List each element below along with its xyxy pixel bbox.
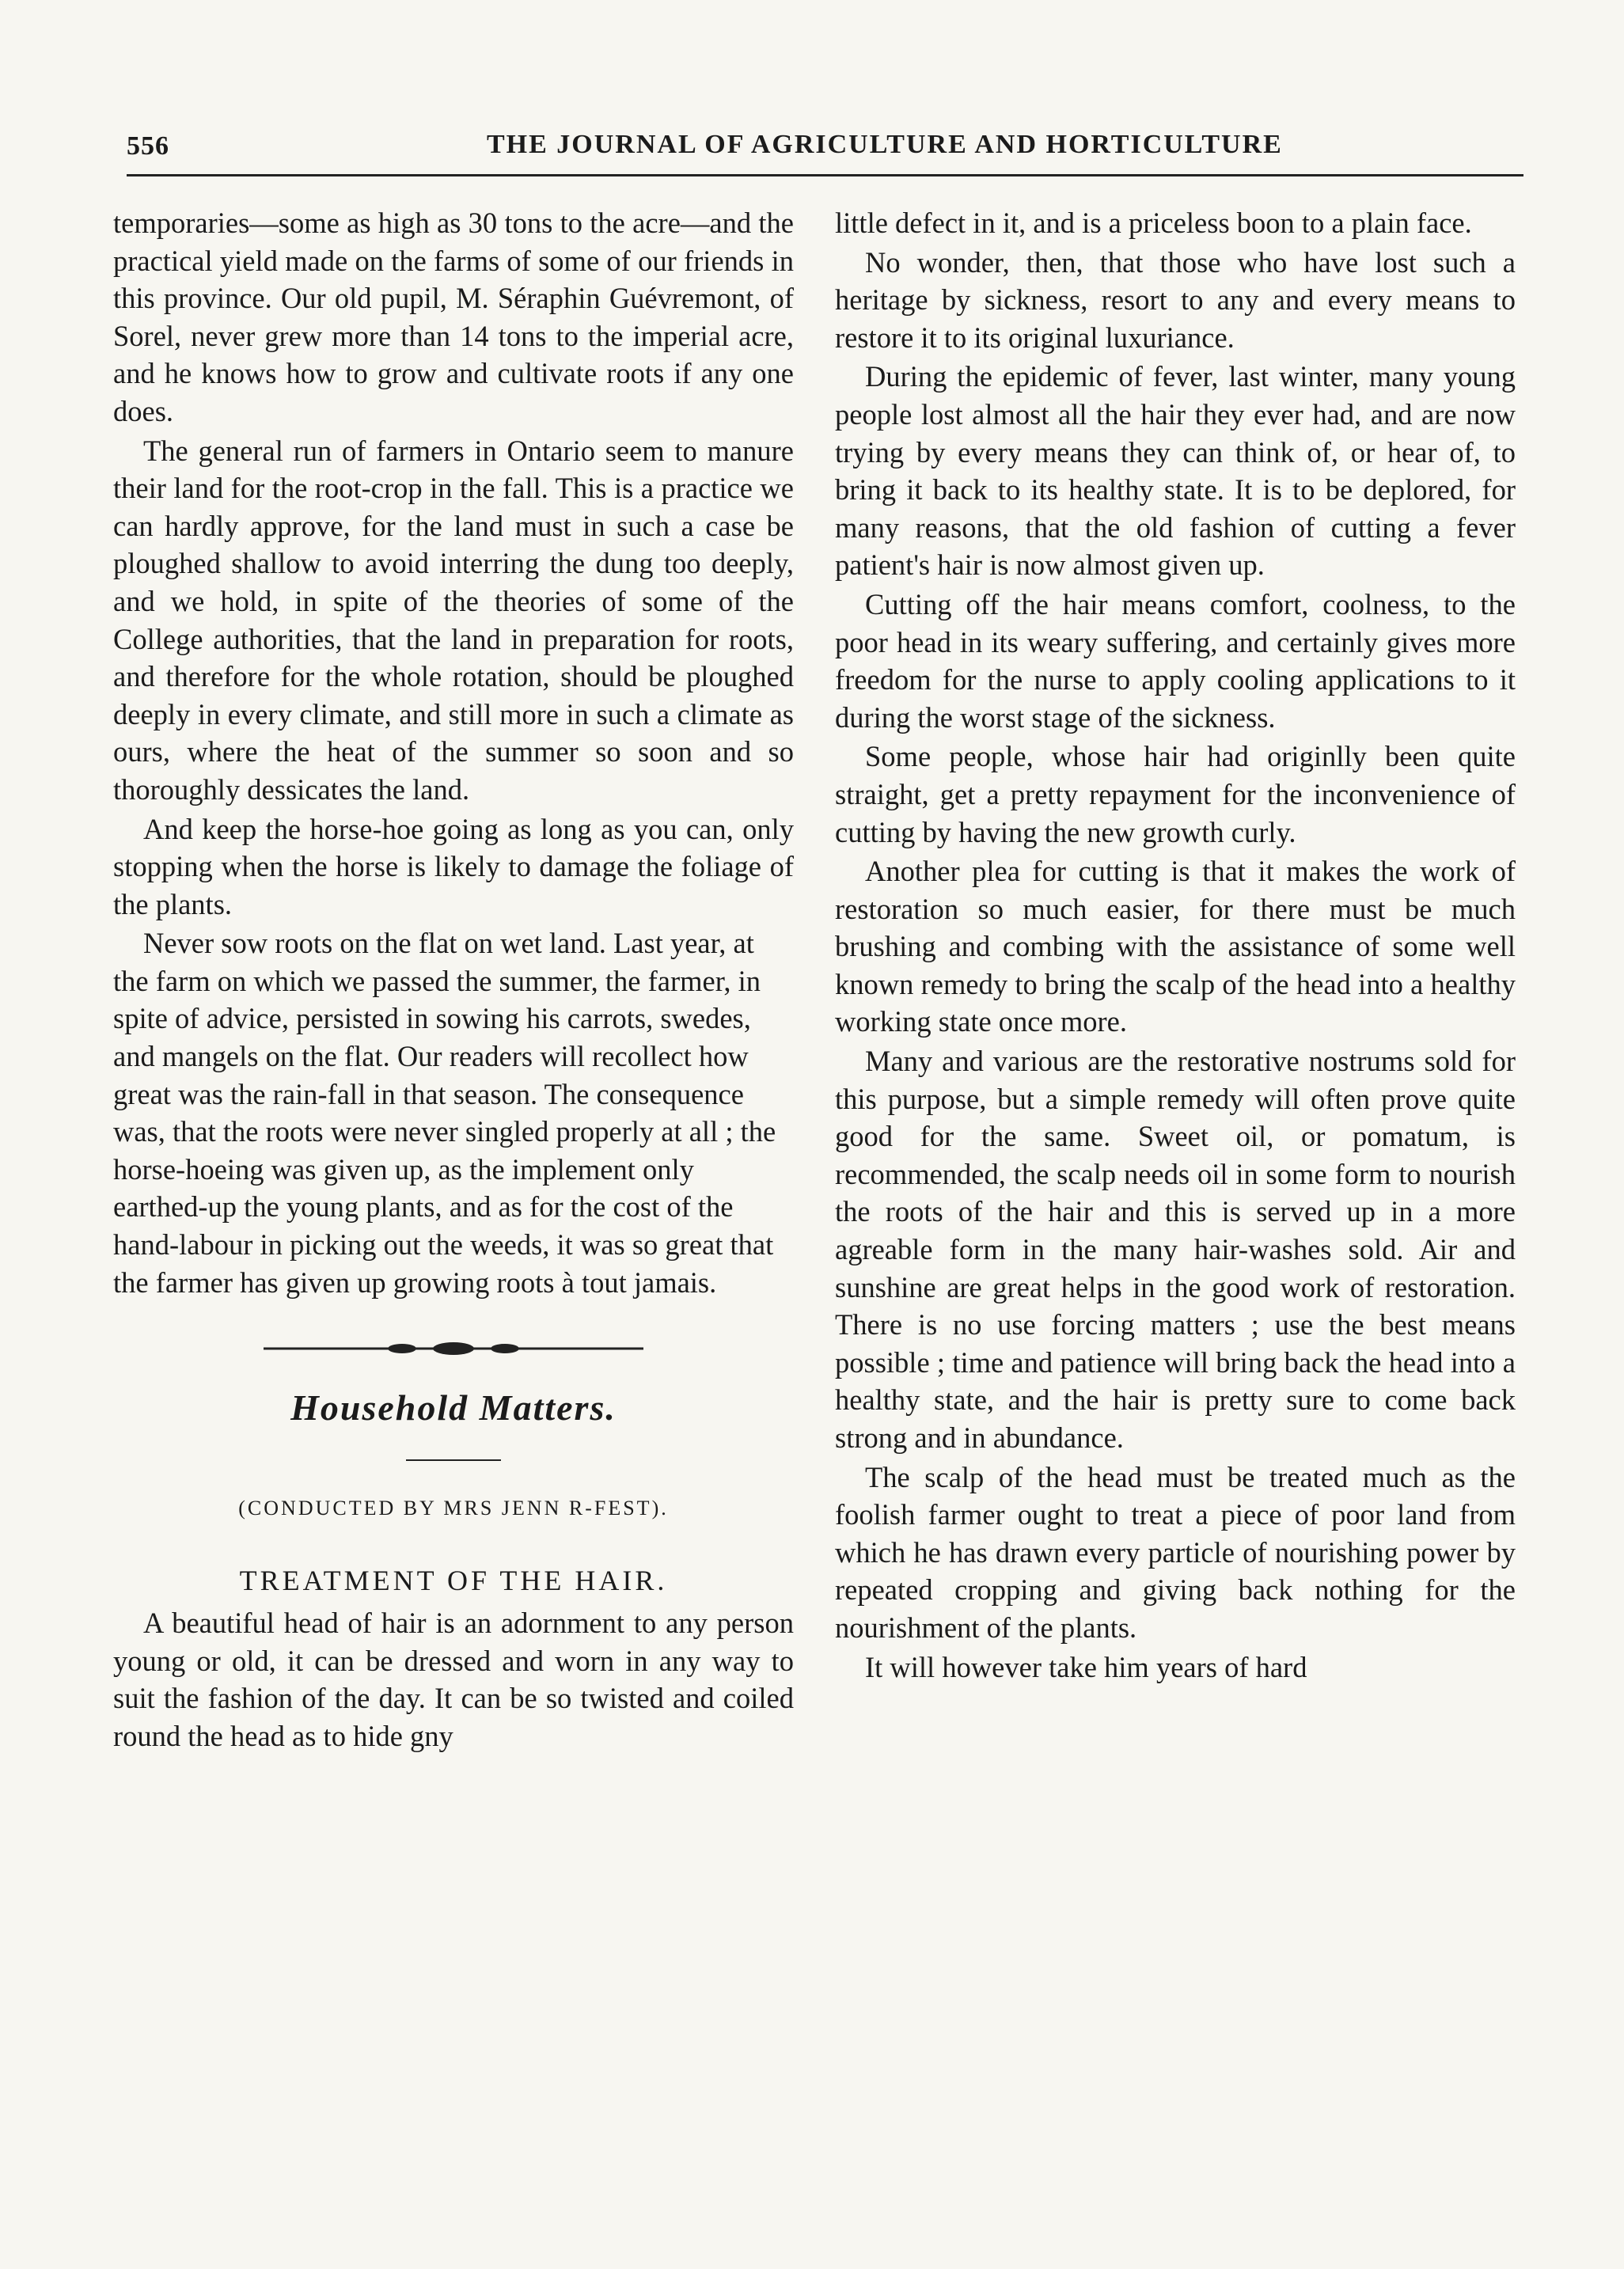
body-paragraph: A beautiful head of hair is an adornment to any person young or old, it can be dressed and worn in any way to suit the fashion of the day. It can be so twisted and coiled round the head as to hide gny bbox=[113, 1607, 794, 1752]
section-title: Household Matters. bbox=[290, 1387, 617, 1429]
body-paragraph: Never sow roots on the flat on wet land. Last year, at the farm on which we passed the summer, the farmer, in spite of advice, persisted in sowing his carrots, swedes, and mangels on the flat. Our readers will recollect how great was the rain-fall in that season. The consequence was, that the roots were never singled properly at all ; the horse-hoeing was given up, as the implement only earthed-up the young plants, and as for the cost of the hand-labour in picking out the weeds, it was so great that the farmer has given up growing roots à tout jamais. bbox=[113, 927, 776, 1299]
body-paragraph: And keep the horse-hoe going as long as you can, only stopping when the horse is likely to damage the foliage of the plants. bbox=[113, 812, 794, 920]
page-number: 556 bbox=[127, 131, 169, 161]
body-paragraph: No wonder, then, that those who have lost such a heritage by sickness, resort to any and every means to restore it to its original luxuriance. bbox=[835, 245, 1516, 354]
ornamental-divider bbox=[113, 1333, 794, 1364]
body-paragraph: Some people, whose hair had originlly been quite straight, get a pretty repayment for the inconvenience of cutting by having the new growth curly. bbox=[835, 740, 1516, 848]
title-rule bbox=[406, 1459, 501, 1461]
body-paragraph: It will however take him years of hard bbox=[865, 1650, 1307, 1683]
article-title: TREATMENT OF THE HAIR. bbox=[239, 1565, 668, 1597]
body-paragraph: Another plea for cutting is that it makes the work of restoration so much easier, for there must be much brushing and combing with the assistance of some well known remedy to bring the scalp of the head into a healthy working state once more. bbox=[835, 855, 1516, 1038]
body-paragraph: Cutting off the hair means comfort, coolness, to the poor head in its weary suffering, and certainly gives more freedom for the nurse to apply cooling applications to it during the worst stage of the sickness. bbox=[835, 587, 1516, 734]
section-byline: (CONDUCTED BY MRS JENN R-FEST). bbox=[238, 1497, 669, 1520]
body-paragraph: little defect in it, and is a priceless boon to a plain face. bbox=[835, 207, 1472, 239]
body-paragraph: The general run of farmers in Ontario seem to manure their land for the root-crop in the fall. This is a practice we can hardly approve, for the land must in such a case be ploughed shallow to avoid interring the dung too deeply, and we hold, in spite of the theories of some of the College authorities, that the land in preparation for roots, and therefore for the whole rotation, should be ploughed deeply in every climate, and still more in such a climate as ours, where the heat of the summer so soon and so thoroughly dessicates the land. bbox=[113, 434, 794, 806]
body-paragraph: During the epidemic of fever, last winter, many young people lost almost all the hair they ever had, and are now trying by every means they can think of, or hear of, to bring it back to its healthy state. It is to be deplored, for many reasons, that the old fashion of cutting a fever patient's hair is now almost given up. bbox=[835, 360, 1516, 582]
page-header bbox=[127, 127, 1523, 176]
left-column bbox=[113, 204, 794, 1757]
body-paragraph: The scalp of the head must be treated much as the foolish farmer ought to treat a piece of poor land from which he has drawn every particle of nourishing power by repeated cropping and giving back nothing for the nourishment of the plants. bbox=[835, 1460, 1516, 1644]
right-column bbox=[835, 204, 1516, 1687]
body-paragraph: Many and various are the restorative nostrums sold for this purpose, but a simple remedy will often prove quite good for the same. Sweet oil, or pomatum, is recommended, the scalp needs oil in some form to nourish the roots of the hair and this is served up in a more agreable form in the many hair-washes sold. Air and sunshine are great helps in the good work of restoration. There is no use forcing matters ; use the best means possible ; time and patience will bring back the head into a healthy state, and the hair is pretty sure to come back strong and in abundance. bbox=[835, 1045, 1516, 1454]
running-head: THE JOURNAL OF AGRICULTURE AND HORTICULTURE bbox=[487, 130, 1283, 159]
body-paragraph: temporaries—some as high as 30 tons to the acre—and the practical yield made on the farms of some of our friends in this province. Our old pupil, M. Séraphin Guévremont, of Sorel, never grew more than 14 tons to the imperial acre, and he knows how to grow and cultivate roots if any one does. bbox=[113, 207, 794, 427]
